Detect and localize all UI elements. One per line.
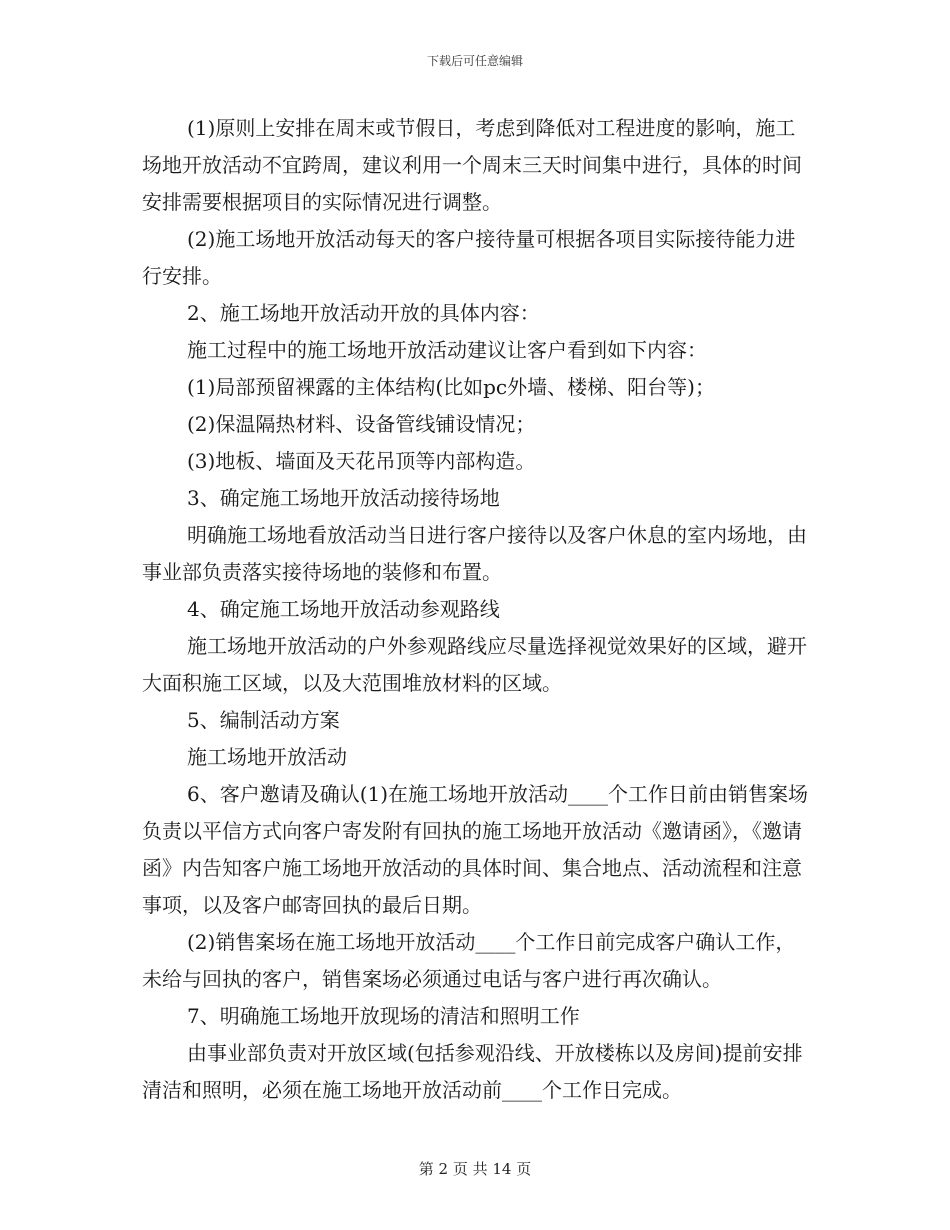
section-heading-6: 6、客户邀请及确认(1)在施工场地开放活动____个工作日前由销售案场负责以平信方式向客户寄发附有回执的施工场地开放活动《邀请函》，《邀请函》内告知客户施工场地开放活动的具体时间、集合地点、活动流程和注意事项，以及客户邮寄回执的最后日期。 [142,782,809,917]
list-item-3: (3)地板、墙面及天花吊顶等内部构造。 [187,449,536,473]
paragraph-1: (1)原则上安排在周末或节假日，考虑到降低对工程进度的影响，施工场地开放活动不宜跨周，建议利用一个周末三天时间集中进行，具体的时间安排需要根据项目的实际情况进行调整。 [142,116,802,214]
paragraph-9: 明确施工场地看放活动当日进行客户接待以及客户休息的室内场地，由事业部负责落实接待场地的装修和布置。 [142,523,807,584]
paragraph-13: 施工场地开放活动 [187,745,347,769]
list-item-1: (1)局部预留裸露的主体结构(比如pc外墙、楼梯、阳台等)； [187,375,715,399]
paragraph-17: 由事业部负责对开放区域(包括参观沿线、开放楼栋以及房间)提前安排清洁和照明，必须在施工场地开放活动前____个工作日完成。 [142,1041,803,1102]
paragraph-4: 施工过程中的施工场地开放活动建议让客户看到如下内容： [187,338,707,362]
page-header: 下载后可任意编辑 [426,54,523,68]
paragraph-2: (2)施工场地开放活动每天的客户接待量可根据各项目实际接待能力进行安排。 [142,227,796,288]
paragraph-11: 施工场地开放活动的户外参观路线应尽量选择视觉效果好的区域，避开大面积施工区域，以及大范围堆放材料的区域。 [142,634,807,695]
document-body [142,110,810,1109]
section-heading-4: 4、确定施工场地开放活动参观路线 [187,597,500,621]
section-heading-2: 2、施工场地开放活动开放的具体内容： [187,301,540,325]
paragraph-15: (2)销售案场在施工场地开放活动____个工作日前完成客户确认工作，未给与回执的客户，销售案场必须通过电话与客户进行再次确认。 [142,930,796,991]
section-heading-7: 7、明确施工场地开放现场的清洁和照明工作 [187,1004,580,1028]
page-number: 第 2 页 共 14 页 [418,1160,532,1178]
list-item-2: (2)保温隔热材料、设备管线铺设情况； [187,412,536,436]
section-heading-3: 3、确定施工场地开放活动接待场地 [187,486,500,510]
section-heading-5: 5、编制活动方案 [187,708,340,732]
